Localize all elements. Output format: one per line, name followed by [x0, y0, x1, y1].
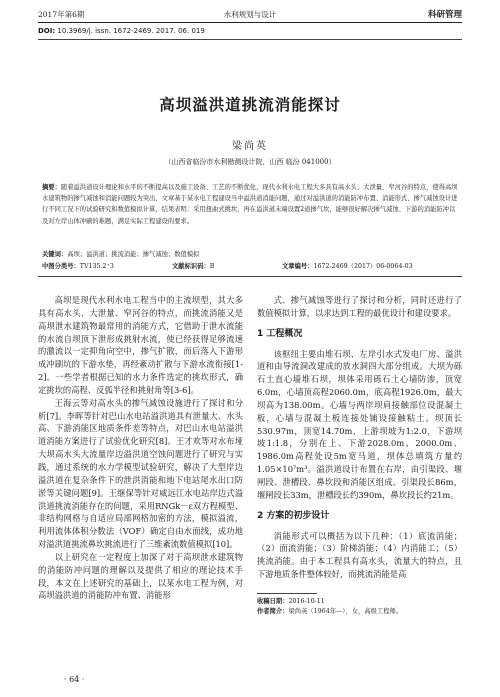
abstract: [42, 182, 460, 227]
footnote-rule: [257, 593, 317, 594]
abstract-rule: [38, 276, 462, 277]
keywords-text: 高坝；溢洪道；挑流消能；掺气减蚀；数值模拟: [67, 251, 200, 258]
received-date-note: [257, 597, 462, 608]
paper-author: 梁尚英: [232, 141, 268, 152]
running-header: [38, 6, 462, 22]
journal-name: 水利规划与设计: [223, 10, 277, 19]
keywords: [42, 249, 460, 260]
classification-line: [42, 261, 460, 272]
intro-paragraph-continued: 式、掺气减蚀等进行了探讨和分析，同时还进行了数值模拟计算，以求达到工程的最优设计和建设要求。: [257, 295, 462, 318]
doi-rule: [38, 39, 462, 40]
page-number: · 64 ·: [64, 675, 85, 684]
author-bio-note: [257, 607, 462, 618]
abstract-text: 随着溢洪道设计理论和水平的不断提高以及施工设备、工艺的不断优化，现代水利水电工程大多具有高水头、大泄量、窄河谷的特点，使得高坝水建筑物的掺气减蚀和消能问题较为突出，文章基于某水电工程建设当中溢洪道消能问题，通过对溢洪道的消能防冲布置、消能形式、掺气减蚀设计进行不同工况下的试验研究和数值模拟计算，结果表明：采用扭曲式挑坎，再在溢洪道末端设置2道掺气坎，能够很好解决掺气减蚀、下游的消能防冲以及对左岸山体冲刷的难题，满足实际工程建设的要求。: [42, 184, 458, 225]
section-name: 科研管理: [427, 10, 462, 20]
author-bio-value: 梁尚英（1964年—），女，高级工程师。: [288, 608, 403, 616]
issue-label: 2017年第6期: [38, 10, 85, 19]
doi-line: [38, 27, 205, 35]
section-heading-2: 2 方案的初步设计: [257, 510, 330, 521]
design-paragraph: 消能形式可以概括为以下几种：（1）底流消能；（2）面流消能；（3）阶梯消能；（4）内消能工；（5）挑流消能。由于本工程具有高水头，流量大的特点，且下游地质条件整体较好，而挑流消能是高: [257, 530, 462, 580]
received-label: 收稿日期：: [257, 597, 289, 605]
doi-value: 10.3969/j. issn. 1672-2469. 2017. 06. 019: [57, 27, 205, 35]
author-bio-label: 作者简介：: [257, 608, 289, 616]
section-heading-1: 1 工程概况: [257, 328, 303, 339]
project-overview-paragraph: 该枢纽主要由堆石坝、左岸引水式发电厂房、溢洪道和由导流洞改建成的放水洞四大部分组成。大坝为砾石土直心墙堆石坝，坝体采用砾石土心墙防渗，顶宽6.0m，心墙顶高程2060.0m，底高程1926.0m，最大坝高为138.00m。心墙与两岸坝肩接触部位设混凝土板，心墙与混凝土板连接处铺设接触粘土。坝顶长530.97m，顶宽14.70m，上游坝坡为1:2.0，下游坝坡1:1.8，分别在上、下游2028.0m、2000.0m、1986.0m高程处设5m宽马道，坝体总填筑方量约1.05×10⁷m³。溢洪道设计布置在右岸，由引渠段、堰闸段、泄槽段、鼻坎段和消能区组成。引渠段长86m，堰闸段长33m，泄槽段长约390m，鼻坎段长约21m。: [257, 348, 462, 500]
right-column: [257, 294, 462, 618]
article-no-value: 1672-2469（2017）06-0064-03: [313, 263, 413, 270]
intro-paragraph-1: 高坝是现代水利水电工程当中的主流坝型，其大多具有高水头、大泄量、窄河谷的特点，而挑流消能又是高坝泄水建筑物最常用的消能方式，它借助于泄水流能的水流自坝顶下泄形成挑射水流，使已经获得足够流速的激流以一定抑角向空中，掺气扩散，而后落入下游形成冲刷坑的下游水垫，再经紊动扩散与下游水流衔接[1-2]。一些学者根据已知的水力条件选定的挑坎形式，确定挑坎的高程、反弧半径和挑射角等[3-6]。: [38, 295, 243, 395]
clc-value: TV135.2⁺3: [79, 263, 114, 270]
doi-label: DOI:: [38, 27, 56, 35]
keywords-label: 关键词：: [42, 251, 68, 258]
author-affiliation: （山西省临汾市水利勘测设计院，山西 临汾 041000）: [164, 158, 336, 166]
intro-paragraph-3: 以上研究在一定程度上加深了对于高坝泄水建筑物的消能防冲问题的理解以及提供了相应的理论技术手段，本文在上述研究的基础上，以某水电工程为例，对高坝溢洪道的消能防冲布置、消能形: [38, 551, 243, 601]
clc-label: 中图分类号：: [42, 263, 80, 270]
header-rule: [38, 22, 462, 23]
paper-title: 高坝溢洪道挑流消能探讨: [159, 96, 341, 114]
abstract-label: 摘要：: [42, 184, 61, 191]
left-column: [38, 294, 243, 602]
doc-code-value: B: [209, 263, 215, 270]
doc-code-label: 文献标识码：: [172, 263, 210, 270]
intro-paragraph-2: 王海云等对高水头的掺气减蚀设施进行了探讨和分析[7]。李晖等针对巴山水电站溢洪道具有泄量大、水头高、下游消能区地质条件差等特点，对巴山水电站溢洪道消能方案进行了试验优化研究[8]。王才欢等对水布垭大坝高水头大流量岸边溢洪道空蚀问题进行了研究与实践，通过系统的水力学模型试验研究，解决了大型岸边溢洪道在复杂条件下的泄洪消能和地下电站尾水出口防淤等关键问题[9]。王继保等针对威远江水电站岸边式溢洪道挑流消能存在的问题，采用RNGk－ε双方程模型、非结构网格与自适应局部网格加密的方法，模拟溢流，利用流体体积分数法（VOF）确定自由水面线，成功地对溢洪道挑流鼻坎挑流进行了三维紊流数值模拟[10]。: [38, 397, 243, 550]
received-value: 2016-10-11: [288, 597, 325, 605]
article-no-label: 文章编号：: [282, 263, 314, 270]
